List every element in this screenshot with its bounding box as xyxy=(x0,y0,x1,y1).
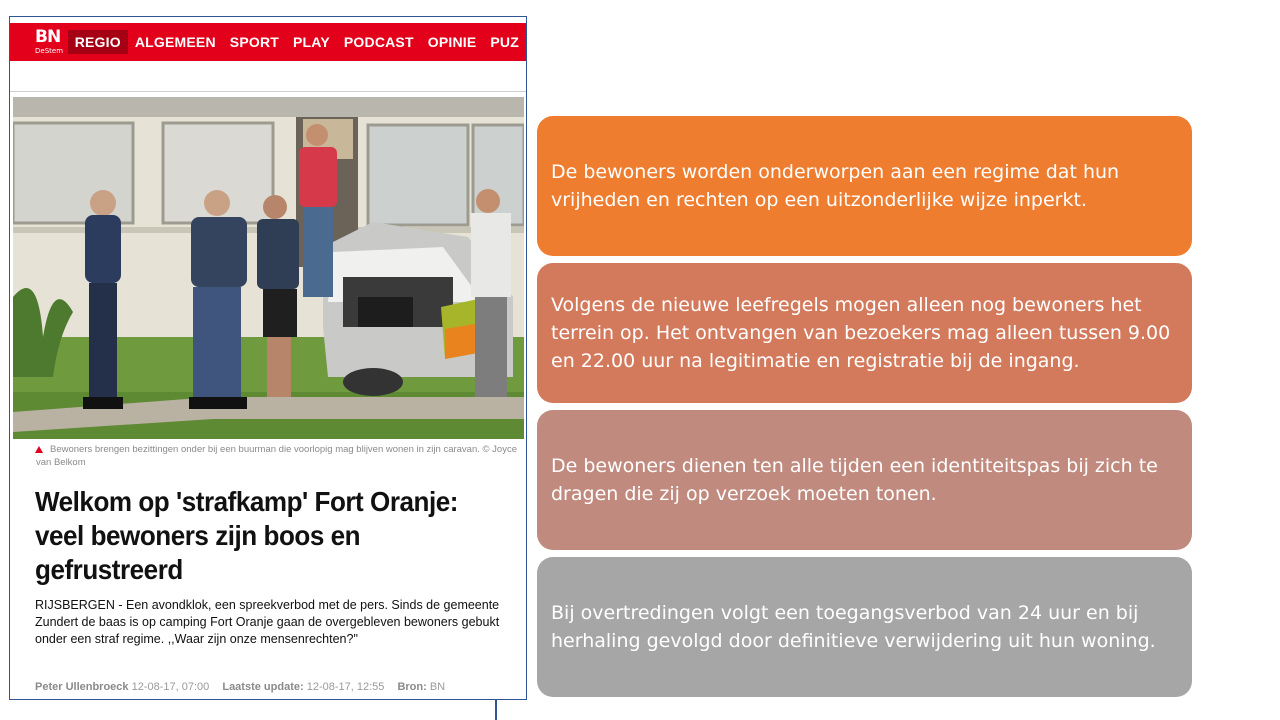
article-photo[interactable] xyxy=(13,97,524,439)
logo-sub-text: DeStem xyxy=(35,47,64,55)
article-author[interactable]: Peter Ullenbroeck xyxy=(35,681,129,693)
nav-item-podcast[interactable]: PODCAST xyxy=(343,34,414,50)
nav-item-sport[interactable]: SPORT xyxy=(229,34,280,50)
photo-illustration xyxy=(13,97,524,439)
info-box-violations-text: Bij overtredingen volgt een toegangsverbod van 24 uur en bij herhaling gevolgd door definitieve verwijdering uit hun woning. xyxy=(551,602,1156,652)
info-box-visitors-text: Volgens de nieuwe leefregels mogen alleen nog bewoners het terrein op. Het ontvangen van bezoekers mag alleen tussen 9.00 en 22.00 uur na legitimatie en registratie bij de ingang. xyxy=(551,294,1171,372)
info-box-regime-text: De bewoners worden onderworpen aan een regime dat hun vrijheden en rechten op een uitzonderlijke wijze inperkt. xyxy=(551,161,1120,211)
info-box-visitors xyxy=(537,263,1192,403)
nav-item-play[interactable]: PLAY xyxy=(293,34,330,50)
info-box-id-card xyxy=(537,410,1192,550)
site-navbar xyxy=(10,23,526,61)
photo-caption-text: Bewoners brengen bezittingen onder bij een buurman die voorlopig mag blijven wonen in zijn caravan. © Joyce van Belkom xyxy=(36,444,517,468)
info-box-violations xyxy=(537,557,1192,697)
connector-line xyxy=(495,700,497,720)
nav-item-algemeen[interactable]: ALGEMEEN xyxy=(134,34,216,50)
article-lead: RIJSBERGEN - Een avondklok, een spreekverbod met de pers. Sinds de gemeente Zundert de baas is op camping Fort Oranje gaan de overgebleven bewoners gebukt onder een straf regime. ,,Waar zijn onze mensenrechten?" xyxy=(35,598,500,646)
article-screenshot xyxy=(9,16,527,700)
info-box-regime xyxy=(537,116,1192,256)
info-box-id-card-text: De bewoners dienen ten alle tijden een identiteitspas bij zich te dragen die zij op verzoek moeten tonen. xyxy=(551,455,1158,505)
logo-main-text: BN xyxy=(35,27,61,47)
article-source-label: Bron: xyxy=(397,681,427,693)
nav-divider xyxy=(10,91,526,92)
nav-items xyxy=(68,23,526,61)
article-updated: 12-08-17, 12:55 xyxy=(306,681,385,693)
article-source: BN xyxy=(429,681,446,693)
article-published: 12-08-17, 07:00 xyxy=(131,681,210,693)
article-updated-label: Laatste update: xyxy=(222,681,304,693)
article-headline[interactable]: Welkom op 'strafkamp' Fort Oranje: veel bewoners zijn boos en gefrustreerd xyxy=(35,486,458,585)
nav-item-regio[interactable]: REGIO xyxy=(68,30,128,54)
site-logo[interactable] xyxy=(10,23,64,61)
nav-item-puzzel[interactable]: PUZ xyxy=(490,34,519,50)
photo-caption xyxy=(36,443,520,469)
nav-item-opinie[interactable]: OPINIE xyxy=(427,34,477,50)
article-meta xyxy=(35,681,515,693)
